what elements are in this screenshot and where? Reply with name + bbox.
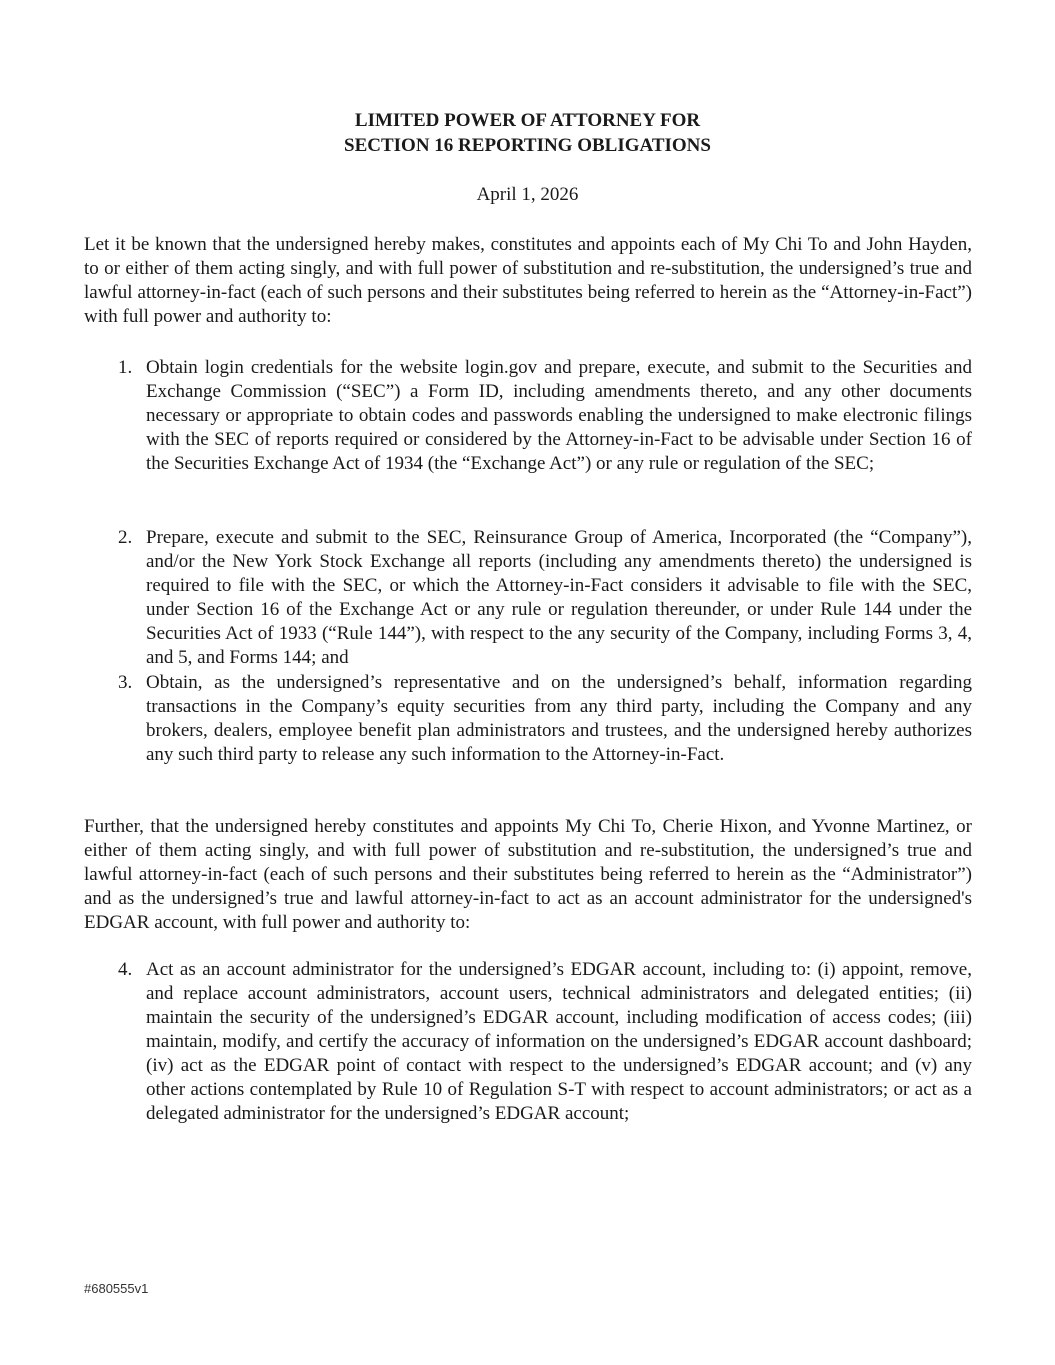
item-text: Obtain, as the undersigned’s representative and on the undersigned’s behalf, information regarding transactions in the Company’s equity securities from any third party, including the Company and any brokers, dealers, employee benefit plan administrators and trustees, and the undersigned hereby authorizes any such third party to release any such information to the Attorney-in-Fact.: [146, 672, 972, 765]
item-text: Act as an account administrator for the undersigned’s EDGAR account, including to: (i) appoint, remove, and replace account administrators, account users, technical administrators and delegated entities; (ii) maintain the security of the undersigned’s EDGAR account, including modification of access codes; (iii) maintain, modify, and certify the accuracy of information on the undersigned’s EDGAR account dashboard; (iv) act as the EDGAR point of contact with respect to the undersigned’s EDGAR account; and (v) any other actions contemplated by Rule 10 of Regulation S-T with respect to account administrators; or act as a delegated administrator for the undersigned’s EDGAR account;: [146, 959, 972, 1124]
item-text: Prepare, execute and submit to the SEC, Reinsurance Group of America, Incorporated (the “Company”), and/or the New York Stock Exchange all reports (including any amendments thereto) the undersigned is required to file with the SEC, or which the Attorney-in-Fact considers it advisable to file with the SEC, under Section 16 of the Exchange Act or any rule or regulation thereunder, or under Rule 144 under the Securities Act of 1933 (“Rule 144”), with respect to the any security of the Company, including Forms 3, 4, and 5, and Forms 144; and: [146, 527, 972, 668]
list-item: [118, 671, 972, 767]
item-number: 1.: [118, 357, 133, 378]
list-item: [118, 526, 972, 670]
document-title: [0, 108, 1055, 158]
document-date: April 1, 2026: [476, 184, 579, 205]
title-line-1: LIMITED POWER OF ATTORNEY FOR: [354, 110, 701, 131]
intro-paragraph: Let it be known that the undersigned hereby makes, constitutes and appoints each of My Chi To and John Hayden, to or either of them acting singly, and with full power of substitution and re-substitution, the undersigned’s true and lawful attorney-in-fact (each of such persons and their substitutes being referred to herein as the “Attorney-in-Fact”) with full power and authority to:: [84, 234, 972, 327]
item-number: 4.: [118, 959, 133, 980]
item-number: 3.: [118, 672, 133, 693]
further-paragraph: Further, that the undersigned hereby constitutes and appoints My Chi To, Cherie Hixon, and Yvonne Martinez, or either of them acting singly, and with full power of substitution and re-substitution, the undersigned’s true and lawful attorney-in-fact (each of such persons and their substitutes being referred to herein as the “Administrator”) and as the undersigned’s true and lawful attorney-in-fact to act as an account administrator for the undersigned's EDGAR account, with full power and authority to:: [84, 816, 972, 933]
document-id-footer: #680555v1: [84, 1281, 149, 1296]
list-item: [118, 356, 972, 476]
item-number: 2.: [118, 527, 133, 548]
title-line-2: SECTION 16 REPORTING OBLIGATIONS: [344, 135, 711, 156]
item-text: Obtain login credentials for the website login.gov and prepare, execute, and submit to the Securities and Exchange Commission (“SEC”) a Form ID, including amendments thereto, and any other documents necessary or appropriate to obtain codes and passwords enabling the undersigned to make electronic filings with the SEC of reports required or considered by the Attorney-in-Fact to be advisable under Section 16 of the Securities Exchange Act of 1934 (the “Exchange Act”) or any rule or regulation of the SEC;: [146, 357, 972, 474]
list-item: [118, 958, 972, 1126]
